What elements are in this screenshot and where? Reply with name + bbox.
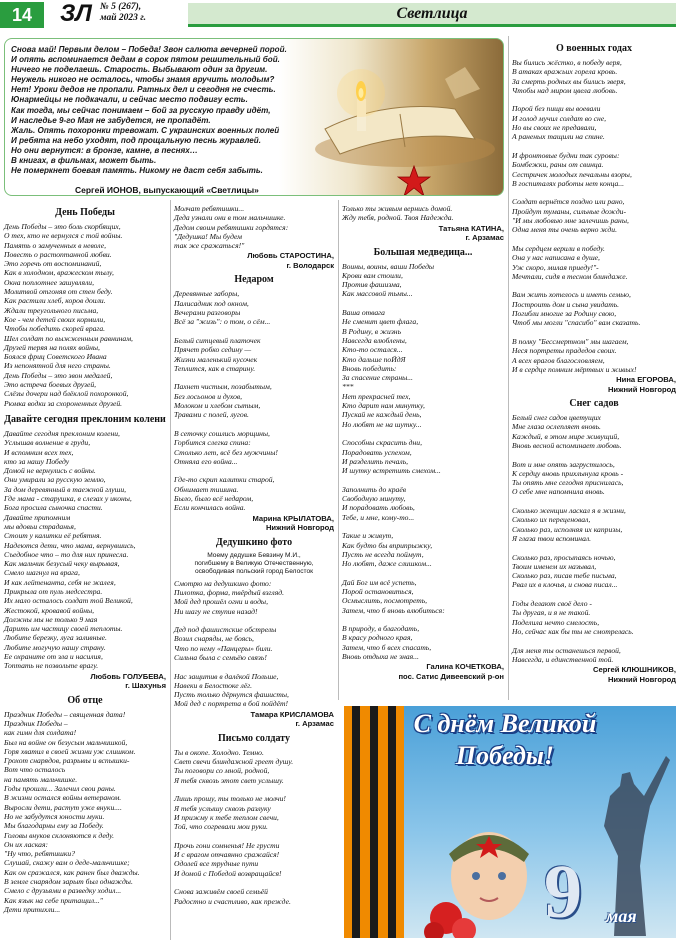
poem-text: Молчат ребятишки... Деда узнали они в том мальчишке. Дедом своим ребятишки гордятся: "Дедушка! Мы будем так же сражаться!" (174, 204, 289, 251)
column-1 (4, 204, 166, 914)
poem-text: Деревянные заборы, Палисадник под окном, Вечерами разговоры Всё за "жизь": о том, о сём... Белый ситцевый платочек Прячет робко седину — Жизни маленький кусочек Теплится, как в старину. Пахнет чистым, позабытым, Без лосьонов и духов, Молоком и хлебом сытым, Травами с полей, лугов. В сеточку сошлись морщины, Горбится слегка спина: Столько лет, всё без мужчины! Отняла его война... Где-то скрип калитки старой, Обнимает тишина. Было, было всё недаром, Если кончилась война. (174, 289, 278, 513)
candle-book-icon (305, 59, 495, 169)
poem-author: Любовь ГОЛУБЕВА, г. Шахунья (90, 671, 166, 691)
poem-text: Ты в окопе. Холодно. Темно. Свет свечи блиндажной греет душу. Ты поговори со мной, родной, Я тебя сквозь этот свет услышу. Лишь прошу, ты только не молчи! Я тебя услышу сквозь разлуку И прижму к тебе теплом свечи, Той, что согревали мои руки. Прочь гони сомненья! Не грусти И с врагом отчаянно сражайся! Одолей все трудные пути И домой с Победой возвращайся! Снова заживём своей семьёй Радостно и счастливо, как прежде. (174, 747, 294, 906)
featured-poem-text: Снова май! Первым делом – Победа! Звон салюта вечерней порой. И опять вспоминается дедам в сорок пятом решительный бой. Ничего не поделаешь. Старость. Выбывают один за другим. Неужель никого не осталось, чтобы знамя вручить молодым? Нет! Уроки дедов не пропали. Ратных дел и сегодня не счесть. Юнармейцы не подкачали, и сейчас место подвигу есть. Как тогда, мы сейчас понимаем – бой за русскую правду идёт, И наследье 9-го Мая не забудется, не пропадёт. Жаль. Опять похоронки тревожат. С украинских военных полей И ребята на небо уходят, под прощальную песнь журавлей. Но они вернутся: в бронзе, камне, в песнях… В книгах, в фильмах, может быть. Не померкнет боевая память. Никому не даст себя забыть. (11, 45, 287, 176)
poem-text: Только ты живым вернись домой. Жду тебя, родной. Твоя Надежда. (342, 204, 454, 223)
poem-author: Сергей КЛЮШНИКОВ, Нижний Новгород (592, 665, 676, 684)
poem-author: Нина ЕГОРОВА, Нижний Новгород (607, 375, 676, 394)
poem-title: Снег садов (569, 398, 619, 410)
poem-title: О военных годах (556, 43, 632, 54)
poster-title-line-1: С днём Великой (413, 709, 597, 738)
poem-text: Смотрю на дедушкино фото: Пилотка, форма, твёрдый взгляд. Мой дед прошёл огни и воды, Ни шагу не ступив назад! Дед под фашистские обстрелы Возил снаряды, не боясь, Что по нему «Панцеры» били. Сильна была с семьёю связь! Нас защитив в далёкой Польше, Навеки в Белостоке лёг. Пусть только дёрнутся фашисты, Мой дед с портрета в бой пойдёт! (174, 578, 289, 709)
issue-info (100, 2, 146, 24)
poster-title-line-2: Победы! (455, 741, 555, 770)
poem-text: Белый снег садов цветущих Мне глаза ослепляет вновь. Каждый, в этом мире живущий, Вновь весной вспоминает любовь. Вот и мне опять загрустилось, К сердцу вновь прихлынула кровь - Ты опять мне сегодня приснилась, О себе мне напомнила вновь. Сколько женщин ласкал я в жизни, Сколько их переценовал, Сколько раз, исполняя их капризы, Я глаза твои вспоминал. Сколько раз, просыпаясь ночью, Твоим именем их называл, Сколько раз, писав тебе письма, Рвал их в клочья, и снова писал... Годы делают своё дело - Ты другая, и я не такой. Поделила нечто смелость, Но, сейчас как бы ты не смотрелась. Для меня ты останешься первой, Навсегда, и единственной той. (512, 413, 634, 664)
poem-text: День Победы – это боль скорбящих, О тех, кто не вернулся с той войны. Память о замученных в неволе, Повесть о растоптанной любви. Это горечь от воспоминаний, Как в холодном, вражеском тылу, Окна поплотнее зашувляли, Молитвой отгоняя от стен беду. Как растили хлеб, коров доили. Ждали треугольного письма, Кое - чем детей своих кормили, Чтобы победить скорей врага. Шел солдат по выжженным равнинам, Друзей теряя на полях войны, Боялся фриц Советского Ивана Из непонятной для него страны. День Победы – это звон медалей, Это встреча боевых друзей, Слёзы дочери над блёклой похоронкой, Рюмка водки за схороненных друзей. (4, 222, 133, 408)
poem-author: Любовь СТАРОСТИНА, г. Володарск (247, 251, 334, 270)
column-divider (338, 200, 339, 700)
poem-text: Вы бились жёстко, в победу веря, В атаках вражьих горела кровь. За смерть родных вы бились зверя, Чтобы над миром цвела любовь. Порой без пищи вы воевали И голод мучил солдат во сне, Но вы своих не предавали, А раненых тащили на спине. И фронтовые будни так суровы: Бомбежки, раны от свинца. Сестричек молодых печальны взоры, В госпиталях работы нет конца... Солдат вернётся поздно или рано, Пройдут туманы, сильные дожди- "И мы любовью мне залечишь раны, Одна меня ты очень верно жди. Мы сердцем верили в победу. Она у нас написана в душе, Уж скоро, милая приеду!"- Мечтали, сидя в тесном блиндаже. Вам жить хотелось и иметь семью, Построить дом и сына увидать. Погибли многие за Родину свою, Чтоб мы могли "спасибо" вам сказать. В полку "Бессмертном" мы шагаем, Неся портреты прадедов своих. А всех врагов благословляем, И в сердце помним мёртвых и живых! (512, 58, 641, 374)
column-3 (342, 204, 504, 685)
newspaper-logo: ЗЛ (60, 0, 92, 27)
poem-title: Недаром (234, 274, 274, 286)
poem-dedication: Моему дедушке Бевзину М.И., погибшему в Великую Отечественную, освободивая польский город Белосток (194, 551, 314, 575)
poem-title: Письмо солдату (218, 732, 290, 744)
red-star-icon (397, 165, 431, 196)
poem-author: Тамара КРИСЛАМОВА г. Арзамас (250, 709, 334, 729)
column-2 (174, 204, 334, 906)
column-4 (512, 40, 676, 688)
poem-author: Татьяна КАТИНА, г. Арзамас (438, 223, 504, 243)
poem-title: Большая медведица... (373, 246, 473, 258)
poem-title: День Победы (55, 207, 115, 218)
poem-title: Давайте сегодня преклоним колени (4, 413, 166, 425)
poem-text: Давайте сегодня преклоним колени, Услышав волнение в груди, И вспомним всех тех, кто за нашу Победу Домой не вернулись с войны. Они умирали за русскую землю, За дом деревянный в таежной глуши, Где мама - старушка, в слезах у иконы, Бога просила сыночка спасти. Давайте припомним мы вдовьи страданья, Стоит у калитки её ребятня. Надеются дети, что мама, вернувшись, Съедобное что – то для них принесла. Как мальчик безусый чеку вырывая, Смело шагнул на врага, И как лейтенанта, себя не жалея, Прикрыла от пуль медсестра. Их мало осталось солдат той Великой, Жестокой, кровавой войны, Должны мы не только 9 мая Дарить им частицу своей теплоты. Любите березку, луга заливные. Любите могучую нашу страну. Ее охраните от зла и насилия, Топтать не позвольте врагу. (4, 428, 136, 671)
page-header (0, 0, 680, 36)
poem-title: Об отце (67, 694, 103, 706)
issue-number: № 5 (267), (100, 2, 142, 12)
featured-poem-box (4, 38, 504, 196)
section-title: Светлица (188, 3, 676, 27)
poster-month: мая (606, 906, 637, 926)
issue-date: май 2023 г. (100, 13, 147, 23)
featured-poem-author: Сергей ИОНОВ, выпускающий «Светлицы» (75, 185, 259, 195)
poem-author: Марина КРЫЛАТОВА, Нижний Новгород (252, 513, 334, 533)
victory-day-poster (344, 706, 676, 938)
poster-title (390, 708, 620, 772)
column-divider (508, 36, 509, 700)
column-divider (170, 200, 171, 940)
poem-title: Дедушкино фото (215, 536, 293, 548)
poster-day-number: 9 (544, 850, 582, 934)
child-in-pilotka-icon (424, 806, 554, 938)
page-number: 14 (0, 2, 44, 28)
poem-text: Воины, воины, ваши Победы Крови вам стоили, Против фашизма, Как массовой тьмы... Ваша отвага Не сменит цвет флага, В Родину, в жизнь Навсегда влюблены, Кто-то остался... Кто дальше поЙдЯ Вновь победить: За спасение страны... *** Нет прекрасней тех, Кто дарит нам минутку, Пускай не каждый день, Но любят не на шутку... Способны скрасить дни, Порадовать успехом, И разделить печаль, И шутку встретить смехом... Заполнить до краёв Свободную минуту, И порадовать любовь, Тебе, и мне, кому-то... Такие и живут, Как будто бы вприпрыжку, Пусть не всегда поймут, Но любят, даже слишком... Дай Бог им всё успеть, Порой остановиться, Осмыслить, посмотреть, Затем, что б вновь влюбиться: В природу, в благодать, В красу родного края, Затем, что б всех спасать, Вновь отдыха не зная... (342, 261, 445, 662)
poem-author: Галина КОЧЕТКОВА, пос. Сатис Дивеевский р-он (398, 662, 504, 681)
poem-text: Праздник Победы – священная дата! Праздник Победы – как гимн для солдата! Был на войне он безусым мальчишкой, Горя хватил в своей жизни уж слишком. Грохот снарядов, разрывы и вспышки- Вот что осталось на память мальчишке. Годы прошли... Залечил свои раны. В жизни остался войны ветераном. Выросли дети, растут уже внуки.... Но не забудутся юности муки. Мы благодарны ему за Победу. Головы внуков склоняются к деду. Он их лаская: "Ну что, ребятишки? Слушай, скажу вам о деде-мальчишке; Как он сражался, как ранен был дважды. В земле снарядом зарыт был однажды. Смело с друзьями в разведку ходил... Как язык на себе притащил..." Дети притихли... (4, 709, 140, 914)
